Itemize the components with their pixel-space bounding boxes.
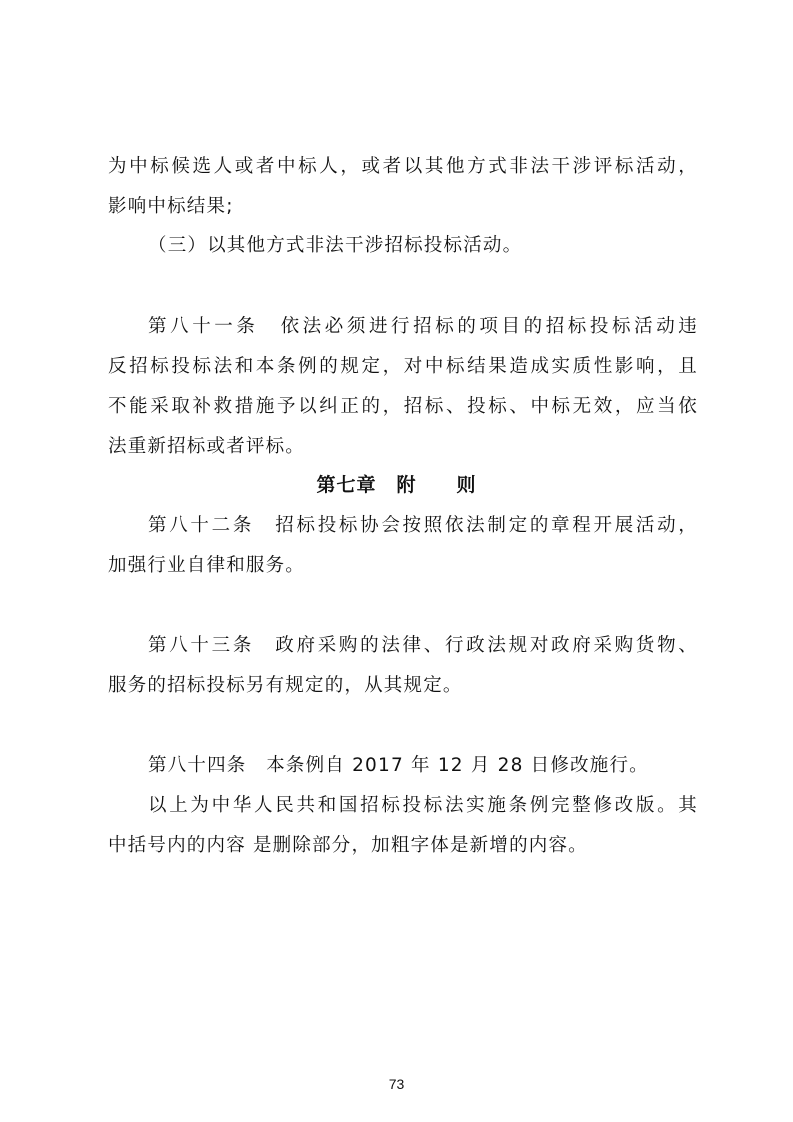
article-81-line: 第八十一条 依法必须进行招标的项目的招标投标活动违 bbox=[148, 316, 698, 337]
text-line: 为中标候选人或者中标人，或者以其他方式非法干涉评标活动， bbox=[108, 156, 698, 177]
text-line: 影响中标结果; bbox=[108, 196, 234, 217]
text-line: 服务的招标投标另有规定的，从其规定。 bbox=[108, 675, 463, 696]
text-line: 反招标投标法和本条例的规定，对中标结果造成实质性影响，且 bbox=[108, 356, 698, 377]
text-line: 法重新招标或者评标。 bbox=[108, 436, 306, 457]
chapter-heading: 第七章 附 则 bbox=[316, 474, 477, 496]
page-number: 73 bbox=[388, 1076, 405, 1092]
text-line: （三）以其他方式非法干涉招标投标活动。 bbox=[148, 235, 523, 256]
text-line: 加强行业自律和服务。 bbox=[108, 555, 306, 576]
article-82-line: 第八十二条 招标投标协会按照依法制定的章程开展活动， bbox=[148, 515, 698, 536]
note-line: 以上为中华人民共和国招标投标法实施条例完整修改版。其 bbox=[148, 795, 698, 816]
article-83-line: 第八十三条 政府采购的法律、行政法规对政府采购货物、 bbox=[148, 635, 698, 656]
text-line: 不能采取补救措施予以纠正的，招标、投标、中标无效，应当依 bbox=[108, 396, 698, 417]
note-line: 中括号内的内容 是删除部分，加粗字体是新增的内容。 bbox=[108, 835, 588, 856]
article-84-line: 第八十四条 本条例自 2017 年 12 月 28 日修改施行。 bbox=[148, 755, 649, 776]
